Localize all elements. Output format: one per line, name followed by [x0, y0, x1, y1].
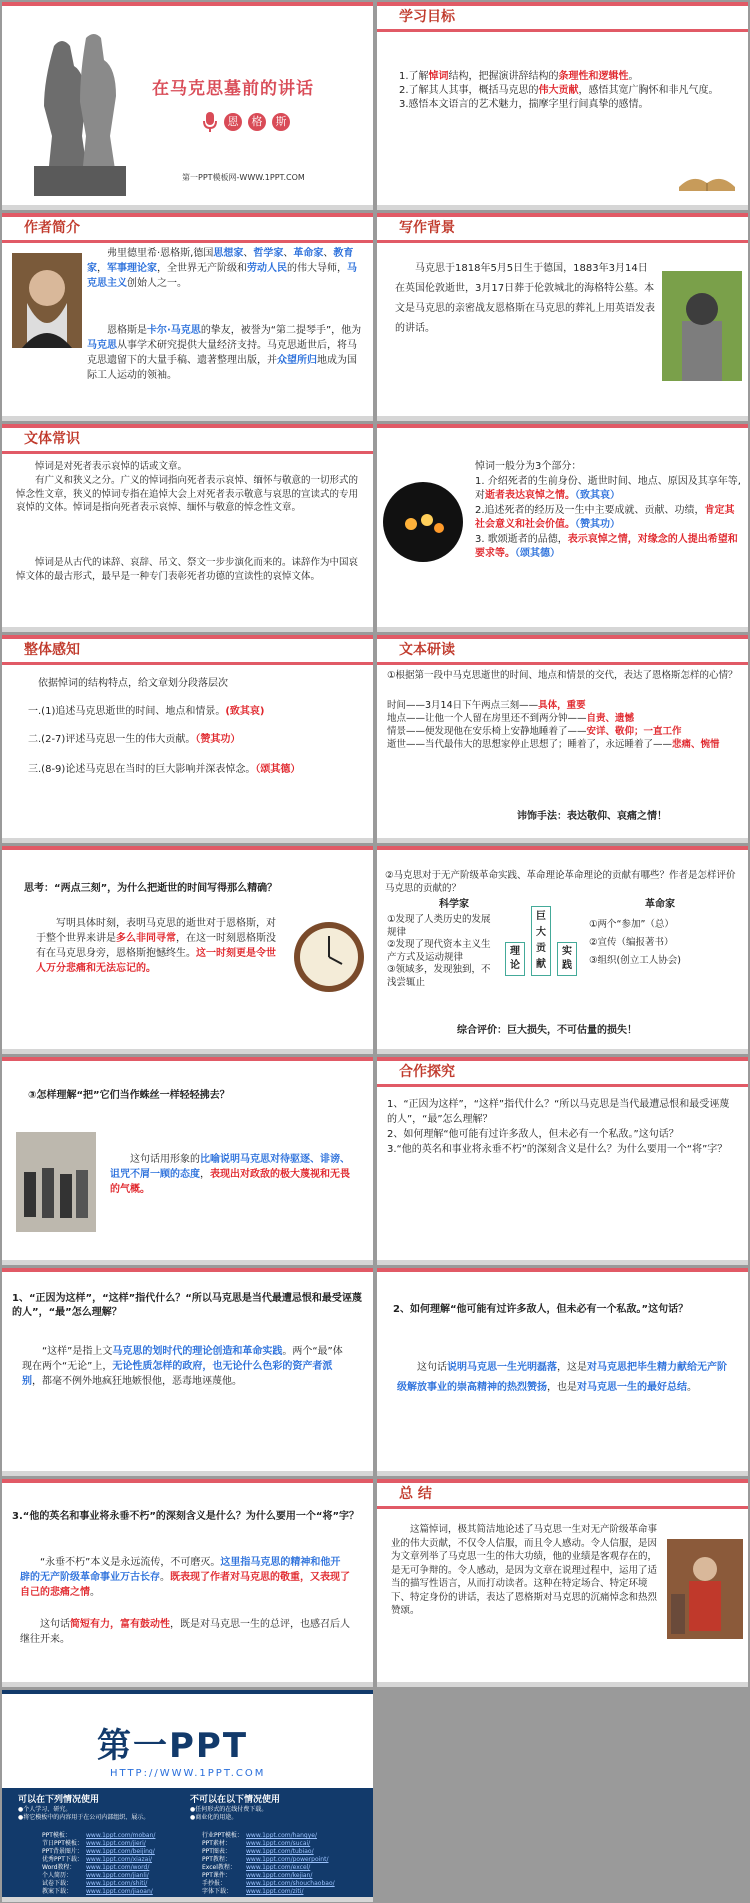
ad-link[interactable]: www.1ppt.com/tubiao/: [246, 1848, 314, 1855]
ad-link-row: [202, 1856, 367, 1864]
coop-q1: 1、“正因为这样”，“这样”指代什么？“所以马克思是当代最遭忌恨和最受诬蔑的人”，“最”怎么理解？: [387, 1099, 730, 1125]
ad-link-row: [42, 1888, 182, 1896]
ad-link-label: PPT模板：: [42, 1832, 71, 1839]
ad-link-label: PPT教程：: [202, 1856, 231, 1863]
ad-link-row: [202, 1832, 367, 1840]
ad-cannot-title: 不可以在以下情况使用: [190, 1795, 281, 1805]
ad-link-row: [42, 1840, 182, 1848]
background-text: 马克思于1818年5月5日生于德国，1883年3月14日在英国伦敦逝世，3月17日葬于伦敦城北的海格特公墓。本文是马克思的亲密战友恩格斯在马克思的葬礼上用英语发表的讲话。: [395, 263, 655, 334]
brush-question: ③怎样理解“把”它们当作蛛丝一样轻轻拂去？: [28, 1090, 230, 1101]
ad-link-label: PPT素材：: [202, 1840, 231, 1847]
ad-link-label: PPT图表：: [202, 1848, 231, 1855]
ad-can-2: ●将它模板中的内容用于在公司内部组织、展示。: [18, 1814, 150, 1821]
goal-3: 3.感悟本文语言的艺术魅力，揣摩字里行间真挚的感情。: [399, 99, 649, 110]
ad-link[interactable]: www.1ppt.com/ziti/: [246, 1888, 304, 1895]
book-icon: [677, 167, 737, 195]
ad-link[interactable]: www.1ppt.com/hangye/: [246, 1832, 317, 1839]
painting-image: [667, 1539, 743, 1639]
slide-background: [377, 213, 748, 421]
tomb-image: [662, 271, 742, 381]
study-line-time: 时间——3月14日下午两点三刻——具体，重要: [387, 700, 586, 711]
slide-answer-3: [2, 1479, 373, 1687]
ad-link-label: 个人简历：: [42, 1872, 73, 1879]
author-para-1: 弗里德里希·恩格斯,德国思想家、哲学家、革命家、教育家，军事理论家，全世界无产阶级和劳动人民的伟大导师，马克思主义创始人之一。: [87, 248, 357, 289]
slide-coop: [377, 1057, 748, 1265]
slide-heading: 总 结: [399, 1486, 432, 1502]
ad-link-label: PPT课件：: [202, 1872, 231, 1879]
ad-cannot-1: ●任何形式的在线付费下载。: [190, 1806, 268, 1813]
slide-brush: [2, 1057, 373, 1265]
ad-link[interactable]: www.1ppt.com/jieri/: [86, 1840, 146, 1847]
slide-genre: [2, 424, 373, 632]
slide-heading: 学习目标: [399, 9, 455, 25]
contrib-scientist: 科学家: [439, 899, 469, 910]
ad-link-row: [42, 1848, 182, 1856]
cover-title: 在马克思墓前的讲话: [152, 79, 314, 99]
goal-2: 2.了解其人其事，概括马克思的伟大贡献，感悟其宽广胸怀和非凡气度。: [399, 85, 719, 96]
parts-list: [475, 460, 743, 562]
slide-answer-1: [2, 1268, 373, 1476]
ad-link[interactable]: www.1ppt.com/jiaoan/: [86, 1888, 153, 1895]
genre-para-1: 悼词是对死者表示哀悼的话或文章。: [35, 461, 188, 472]
part-3: 3. 歌颂逝者的品德，表示哀悼之情，对缘念的人提出希望和要求等。（颂其德）: [475, 533, 738, 559]
author-char-2: 格: [248, 113, 266, 131]
ad-link-row: [42, 1856, 182, 1864]
coop-questions: [387, 1097, 739, 1157]
slide-goals: [377, 2, 748, 210]
engels-portrait: [12, 253, 82, 348]
ad-link[interactable]: www.1ppt.com/excel/: [246, 1864, 311, 1871]
slide-heading: 文本研读: [399, 642, 455, 658]
contrib-revolution-list: ①两个“参加”（总） ②宣传（编报著书） ③组织(创立工人协会): [589, 919, 681, 966]
contrib-revolutionary: 革命家: [645, 899, 675, 910]
answer-3-question: 3.“他的英名和事业将永垂不朽”的深刻含义是什么？为什么要用一个“将”字？: [12, 1511, 360, 1522]
ad-link-label: 手抄报：: [202, 1880, 227, 1887]
think-answer: 写明具体时刻，表明马克思的逝世对于恩格斯，对于整个世界来讲是多么非同寻常，在这一时刻恩格斯没有在马克思身旁，恩格斯抱憾终生。这一时刻更是令世人万分悲痛和无法忘记的。: [36, 918, 276, 974]
answer-1-question: 1、“正因为这样”，“这样”指代什么？“所以马克思是当代最遭忌恨和最受诬蔑的人”，“最”怎么理解？: [12, 1293, 362, 1318]
contrib-center-box: 巨大贡献: [531, 906, 551, 976]
ad-link-row: [42, 1864, 182, 1872]
parts-intro: 悼词一般分为3个部分：: [475, 461, 582, 472]
author-char-3: 斯: [272, 113, 290, 131]
ad-links-right: [202, 1832, 367, 1896]
coop-q3: 3.“他的英名和事业将永垂不朽”的深刻含义是什么？为什么要用一个“将”字？: [387, 1144, 728, 1155]
slide-author: [2, 213, 373, 421]
slide-study: [377, 635, 748, 843]
slide-heading: 写作背景: [399, 220, 455, 236]
slide-parts: [377, 424, 748, 632]
slide-heading: 作者简介: [24, 220, 80, 236]
ad-panel: [2, 1788, 373, 1902]
ad-link-row: [202, 1864, 367, 1872]
slide-think: [2, 846, 373, 1054]
funeral-image: [16, 1132, 96, 1232]
ad-link[interactable]: www.1ppt.com/xiazai/: [86, 1856, 153, 1863]
ad-link-label: 试卷下载：: [42, 1880, 73, 1887]
slide-heading: 整体感知: [24, 642, 80, 658]
answer-3-text-1: “永垂不朽”本义是永远流传，不可磨灭。这里指马克思的精神和他开辟的无产阶级革命事业万古长存。既表现了作者对马克思的敬重，又表现了自己的悲痛之情。: [20, 1557, 350, 1598]
statue-image: [14, 16, 139, 196]
ad-link-row: [202, 1880, 367, 1888]
microphone-icon: [202, 112, 218, 132]
goals-list: [399, 70, 739, 112]
genre-para-3: 悼词是从古代的诔辞、哀辞、吊文、祭文一步步演化而来的。诔辞作为中国哀悼文体的最古形式，最早是一种专门表彰死者功德的宣读性的哀悼文体。: [16, 557, 359, 582]
ad-link-label: 字体下载：: [202, 1888, 233, 1895]
author-para-2: 恩格斯是卡尔·马克思的挚友，被誉为“第二提琴手”，他为马克思从事学术研究提供大量经济支持。马克思逝世后，将马克思遗留下的大量手稿、遗著整理出版，并众望所归地成为国际工人运动的领袖。: [87, 325, 362, 381]
clock-icon: [292, 920, 366, 994]
ad-can-title: 可以在下列情况使用: [18, 1795, 100, 1805]
slide-conclusion: [377, 1479, 748, 1687]
ad-link[interactable]: www.1ppt.com/powerpoint/: [246, 1856, 329, 1863]
ad-link-label: 优秀PPT下载：: [42, 1856, 83, 1863]
ad-link-row: [202, 1872, 367, 1880]
overview-item-3: 三.(8-9)论述马克思在当时的巨大影响并深表悼念。（颂其德）: [28, 764, 301, 775]
answer-3-text-2: 这句话简短有力，富有鼓动性，既是对马克思一生的总评，也感召后人继往开来。: [20, 1619, 350, 1645]
slide-answer-2: [377, 1268, 748, 1476]
ad-link-row: [202, 1840, 367, 1848]
study-lines: [387, 699, 739, 751]
part-2: 2.追述死者的经历及一生中主要成就、贡献、功绩，肯定其社会意义和社会价值。（赞其功）: [475, 504, 735, 530]
slide-heading: 文体常识: [24, 431, 80, 447]
ad-link[interactable]: www.1ppt.com/shouchaobao/: [246, 1880, 335, 1887]
brush-answer: 这句话用形象的比喻说明马克思对待驱逐、诽谤、诅咒不屑一顾的态度，表现出对政敌的极大蔑视和无畏的气概。: [110, 1154, 350, 1195]
slide-heading: 合作探究: [399, 1064, 455, 1080]
ad-link[interactable]: www.1ppt.com/moban/: [86, 1832, 156, 1839]
answer-2-text: 这句话说明马克思一生光明磊落，这是对马克思把毕生精力献给无产阶级解放事业的崇高精神的热烈赞扬，也是对马克思一生的最好总结。: [397, 1362, 727, 1393]
ad-link-label: Word教程：: [42, 1864, 76, 1871]
slide-cover: [2, 2, 373, 210]
study-summary: 讳饰手法：表达敬仰、哀痛之情！: [517, 811, 667, 822]
candles-image: [383, 482, 463, 562]
overview-item-2: 二.(2-7)评述马克思一生的伟大贡献。（赞其功）: [28, 734, 241, 745]
ad-link-row: [202, 1848, 367, 1856]
ad-url[interactable]: HTTP://WWW.1PPT.COM: [110, 1768, 266, 1779]
ad-link-label: 行业PPT模板：: [202, 1832, 243, 1839]
slide-contrib: [377, 846, 748, 1054]
ad-link[interactable]: www.1ppt.com/shiti/: [86, 1880, 148, 1887]
overview-item-1: 一.(1)追述马克思逝世的时间、地点和情景。(致其哀): [28, 706, 265, 717]
ad-link[interactable]: www.1ppt.com/word/: [86, 1864, 150, 1871]
ad-link-row: [42, 1880, 182, 1888]
overview-intro: 依据悼词的结构特点，给文章划分段落层次: [38, 678, 228, 689]
genre-para-2: 有广义和狭义之分。广义的悼词指向死者表示哀悼、缅怀与敬意的一切形式的悼念性文章，狭义的悼词专指在追悼大会上对死者表示敬意与哀思的宣读式的专用哀悼的文体。悼词是指向死者表示哀悼、缅怀与敬意的悼念性文章。: [16, 475, 359, 513]
ad-link[interactable]: www.1ppt.com/kejian/: [246, 1872, 313, 1879]
ad-link-row: [202, 1888, 367, 1896]
ad-link[interactable]: www.1ppt.com/sucai/: [246, 1840, 311, 1847]
contrib-science-list: ①发现了人类历史的发展规律 ②发现了现代资本主义生产方式及运动规律 ③领域多，发现独到，不浅尝辄止: [387, 914, 491, 988]
study-line-death: 逝世——当代最伟大的思想家停止思想了；睡着了，永远睡着了——悲痛、惋惜: [387, 739, 720, 750]
ad-can-1: ●个人学习、研究。: [18, 1806, 72, 1813]
ad-link-label: PPT背景图片：: [42, 1848, 83, 1855]
ad-link[interactable]: www.1ppt.com/jianli/: [86, 1872, 149, 1879]
study-line-scene: 情景——便发现他在安乐椅上安静地睡着了——安详、敬仰；一直工作: [387, 726, 682, 737]
ad-link[interactable]: www.1ppt.com/beijing/: [86, 1848, 155, 1855]
contrib-question: ②马克思对于无产阶级革命实践、革命理论革命理论的贡献有哪些？作者是怎样评价马克思的贡献的？: [385, 870, 736, 894]
ad-link-label: 教案下载：: [42, 1888, 73, 1895]
contrib-practice-box: 实践: [557, 942, 577, 976]
ad-links-left: [42, 1832, 182, 1896]
ad-link-label: 节日PPT模板：: [42, 1840, 83, 1847]
conclusion-text: 这篇悼词，极其简洁地论述了马克思一生对无产阶级革命事业的伟大贡献，不仅令人信服，而且令人感动。令人信服，是因为文章列举了马克思一生的伟大功绩，他的业绩是客观存在的，是无可争辩的。令人感动，是因为文章在说理过程中，运用了适当的描写性语言，从而打动读者。这种在特定场合、特定环境下、特定身份的讲话，表达了恩格斯对马克思的沉痛悼念和热烈赞颂。: [391, 1524, 658, 1616]
contrib-theory-box: 理论: [505, 942, 525, 976]
coop-q2: 2、如何理解“他可能有过许多敌人，但未必有一个私敌。”这句话？: [387, 1129, 679, 1140]
ad-link-label: Excel教程：: [202, 1864, 236, 1871]
slide-ad: [2, 1690, 373, 1902]
ad-link-row: [42, 1872, 182, 1880]
contrib-evaluation: 综合评价：巨大损失，不可估量的损失！: [457, 1025, 637, 1036]
part-1: 1. 介绍死者的生前身份、逝世时间、地点、原因及其享年等,对逝者表达哀悼之情。（致其哀）: [475, 475, 741, 501]
author-char-1: 恩: [224, 113, 242, 131]
goal-1: 1.了解悼词结构，把握演讲辞结构的条理性和逻辑性。: [399, 71, 639, 82]
think-question: 思考：“两点三刻”，为什么把逝世的时间写得那么精确？: [24, 883, 278, 894]
answer-2-question: 2、如何理解“他可能有过许多敌人，但未必有一个私敌。”这句话？: [393, 1304, 689, 1315]
ad-cannot-2: ●商业化的用途。: [190, 1814, 238, 1821]
study-line-place: 地点——让他一个人留在房里还不到两分钟——自责、遗憾: [387, 713, 635, 724]
ad-logo: 第一PPT: [97, 1726, 249, 1766]
ad-link-row: [42, 1832, 182, 1840]
slide-overview: [2, 635, 373, 843]
study-question: ①根据第一段中马克思逝世的时间、地点和情景的交代，表达了恩格斯怎样的心情？: [387, 670, 738, 681]
cover-author: [202, 112, 290, 132]
cover-footer: 第一PPT模板网-WWW.1PPT.COM: [182, 173, 305, 182]
answer-1-text: “这样”是指上文马克思的划时代的理论创造和革命实践。两个“最”体现在两个“无论”上，无论性质怎样的政府，也无论什么色彩的资产者派别，都毫不例外地疯狂地嫉恨他，恶毒地诬蔑他。: [22, 1346, 343, 1387]
